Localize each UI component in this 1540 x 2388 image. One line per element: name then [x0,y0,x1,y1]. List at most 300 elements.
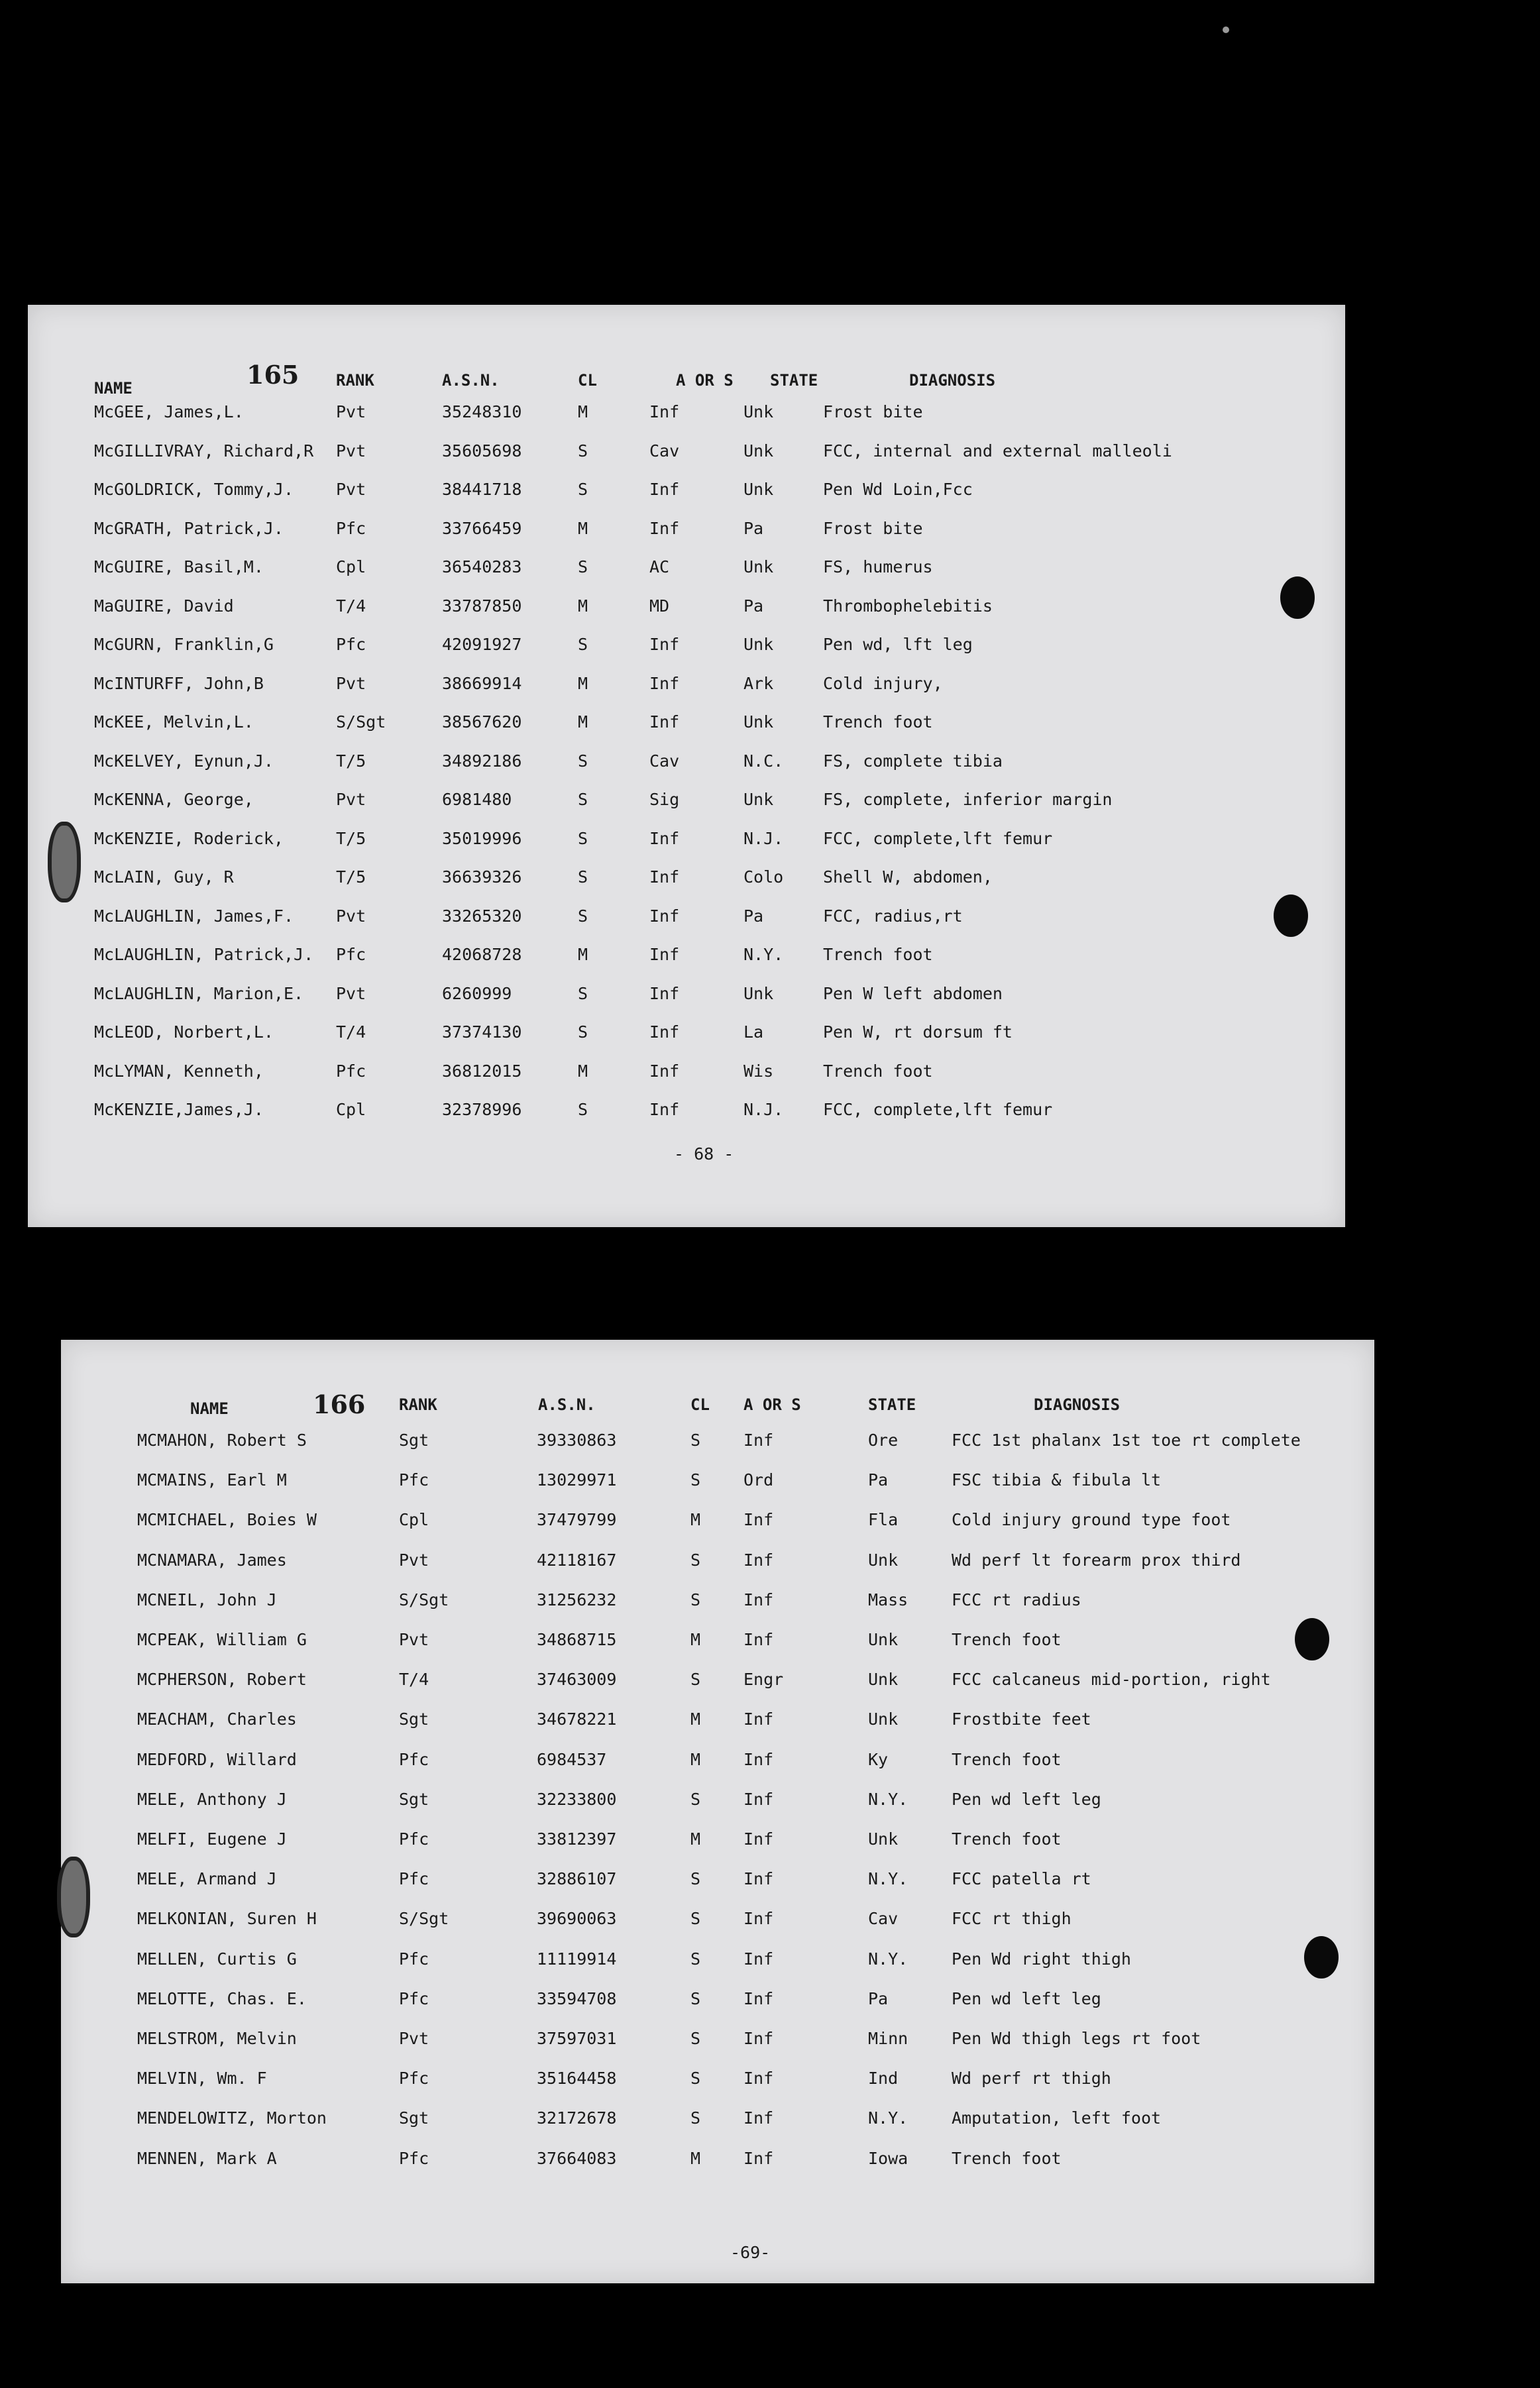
a-or-s-cell: Ord [743,1470,774,1490]
asn-cell: 35248310 [442,402,522,421]
cl-cell: S [690,2069,701,2089]
name-cell: MENDELOWITZ, Morton [137,2108,327,2128]
header-asn: A.S.N. [538,1395,596,1414]
state-cell: Unk [868,1710,899,1729]
punch-hole [1274,895,1308,937]
rank-cell: Cpl [399,1510,429,1530]
diagnosis-cell: Trench foot [952,2148,1062,2168]
table-row [28,629,1345,661]
table-row [28,513,1345,545]
a-or-s-cell: Inf [743,1710,774,1729]
a-or-s-cell: Inf [743,1949,774,1969]
cl-cell: S [578,828,588,848]
cl-cell: S [578,906,588,926]
diagnosis-cell: Trench foot [952,1749,1062,1769]
name-cell: McLAUGHLIN, Marion,E. [94,983,304,1003]
asn-cell: 37463009 [537,1670,617,1690]
asn-cell: 38669914 [442,673,522,693]
cl-cell: S [690,1909,701,1929]
table-row [61,1545,1374,1576]
state-cell: N.J. [743,828,784,848]
a-or-s-cell: Inf [743,1550,774,1570]
asn-cell: 31256232 [537,1590,617,1609]
cl-cell: S [690,1470,701,1490]
asn-cell: 34892186 [442,751,522,771]
a-or-s-cell: Inf [649,1061,680,1081]
asn-cell: 32378996 [442,1100,522,1119]
a-or-s-cell: Inf [649,945,680,964]
asn-cell: 33265320 [442,906,522,926]
a-or-s-cell: Engr [743,1670,784,1690]
table-row [61,1425,1374,1456]
state-cell: Unk [743,441,774,461]
a-or-s-cell: Cav [649,441,680,461]
a-or-s-cell: Inf [743,2069,774,2089]
a-or-s-cell: Sig [649,790,680,809]
a-or-s-cell: Inf [649,518,680,538]
table-row [61,1863,1374,1895]
cl-cell: S [690,1949,701,1969]
name-cell: McINTURFF, John,B [94,673,264,693]
header-name: NAME [190,1399,229,1418]
state-cell: Unk [868,1630,899,1649]
asn-cell: 33787850 [442,596,522,616]
asn-cell: 35164458 [537,2069,617,2089]
asn-cell: 35605698 [442,441,522,461]
diagnosis-cell: FCC, complete,lft femur [823,828,1053,848]
table-row [61,1943,1374,1975]
asn-cell: 32886107 [537,1869,617,1889]
asn-cell: 38441718 [442,480,522,499]
asn-cell: 34678221 [537,1710,617,1729]
name-cell: McGOLDRICK, Tommy,J. [94,480,294,499]
diagnosis-cell: Trench foot [823,712,933,732]
table-row [28,474,1345,506]
rank-cell: Pfc [399,1749,429,1769]
cl-cell: M [690,1829,701,1849]
name-cell: MCMICHAEL, Boies W [137,1510,317,1530]
dust-speck [1223,27,1229,33]
table-row [28,784,1345,816]
rank-cell: Sgt [399,1431,429,1450]
state-cell: N.Y. [743,945,784,964]
rank-cell: Pfc [336,518,366,538]
diagnosis-cell: Trench foot [952,1630,1062,1649]
rank-cell: Pfc [399,1829,429,1849]
asn-cell: 37479799 [537,1510,617,1530]
name-cell: MELVIN, Wm. F [137,2069,267,2089]
state-cell: Unk [868,1550,899,1570]
rank-cell: Pvt [336,402,366,421]
name-cell: MCMAINS, Earl M [137,1470,287,1490]
cl-cell: M [690,1510,701,1530]
a-or-s-cell: Inf [649,712,680,732]
asn-cell: 37374130 [442,1022,522,1042]
a-or-s-cell: Inf [743,1590,774,1609]
rank-cell: T/4 [336,1022,366,1042]
name-cell: McLEOD, Norbert,L. [94,1022,274,1042]
diagnosis-cell: Cold injury ground type foot [952,1510,1231,1530]
state-cell: Ark [743,673,774,693]
cl-cell: M [690,2148,701,2168]
name-cell: McGRATH, Patrick,J. [94,518,284,538]
name-cell: MCNEIL, John J [137,1590,277,1609]
table-row [61,2143,1374,2175]
state-cell: Ind [868,2069,899,2089]
cl-cell: S [690,2108,701,2128]
header-cl: CL [578,371,597,390]
a-or-s-cell: Inf [649,673,680,693]
a-or-s-cell: MD [649,596,670,616]
header-rank: RANK [399,1395,437,1414]
a-or-s-cell: Inf [743,1749,774,1769]
state-cell: Unk [743,402,774,421]
state-cell: Mass [868,1590,908,1609]
rank-cell: Pfc [336,635,366,654]
rank-cell: S/Sgt [336,712,386,732]
table-row [28,1094,1345,1126]
header-state: STATE [868,1395,916,1414]
rank-cell: Pvt [336,906,366,926]
asn-cell: 6981480 [442,790,512,809]
asn-cell: 42118167 [537,1550,617,1570]
a-or-s-cell: Inf [649,635,680,654]
name-cell: MCMAHON, Robert S [137,1431,307,1450]
state-cell: N.Y. [868,2108,908,2128]
rank-cell: Sgt [399,1710,429,1729]
rank-cell: Pvt [399,2029,429,2048]
name-cell: MELSTROM, Melvin [137,2029,297,2048]
header-a-or-s: A OR S [676,371,734,390]
rank-cell: Pvt [336,441,366,461]
table-row [61,1704,1374,1735]
diagnosis-cell: FCC rt thigh [952,1909,1072,1929]
state-cell: N.Y. [868,1949,908,1969]
cl-cell: S [578,751,588,771]
cl-cell: M [578,945,588,964]
name-cell: MELLEN, Curtis G [137,1949,297,1969]
state-cell: N.Y. [868,1789,908,1809]
cl-cell: S [578,983,588,1003]
name-cell: MCPHERSON, Robert [137,1670,307,1690]
a-or-s-cell: Inf [649,1100,680,1119]
cl-cell: S [690,1869,701,1889]
header-a-or-s: A OR S [743,1395,801,1414]
table-row [61,1983,1374,2015]
a-or-s-cell: Inf [743,2029,774,2048]
table-row [28,900,1345,932]
diagnosis-cell: FCC patella rt [952,1869,1091,1889]
cl-cell: S [690,1988,701,2008]
state-cell: Minn [868,2029,908,2048]
rank-cell: Pvt [336,673,366,693]
header-name: NAME [94,379,133,398]
rank-cell: Pfc [399,2148,429,2168]
a-or-s-cell: Inf [743,1988,774,2008]
table-row [61,1784,1374,1816]
state-cell: Pa [868,1470,889,1490]
asn-cell: 34868715 [537,1630,617,1649]
rank-cell: T/5 [336,828,366,848]
state-cell: Pa [743,596,764,616]
cl-cell: S [690,1550,701,1570]
header-state: STATE [770,371,818,390]
state-cell: N.J. [743,1100,784,1119]
diagnosis-cell: Pen wd left leg [952,1789,1101,1809]
name-cell: McLAIN, Guy, R [94,867,234,887]
state-cell: Unk [743,557,774,576]
cl-cell: S [690,1789,701,1809]
state-cell: Ore [868,1431,899,1450]
cl-cell: M [578,596,588,616]
name-cell: MCNAMARA, James [137,1550,287,1570]
a-or-s-cell: Inf [743,1431,774,1450]
rank-cell: Cpl [336,557,366,576]
name-cell: McKENZIE, Roderick, [94,828,284,848]
asn-cell: 6984537 [537,1749,607,1769]
name-cell: McLYMAN, Kenneth, [94,1061,264,1081]
diagnosis-cell: FS, complete tibia [823,751,1003,771]
name-cell: MEDFORD, Willard [137,1749,297,1769]
asn-cell: 36639326 [442,867,522,887]
table-row [28,861,1345,893]
table-row [61,1664,1374,1696]
cl-cell: S [578,1022,588,1042]
asn-cell: 11119914 [537,1949,617,1969]
a-or-s-cell: Inf [649,828,680,848]
a-or-s-cell: Cav [649,751,680,771]
diagnosis-cell: Frost bite [823,518,923,538]
cl-cell: S [578,790,588,809]
header-rank: RANK [336,371,374,390]
cl-cell: S [578,1100,588,1119]
a-or-s-cell: Inf [743,2148,774,2168]
name-cell: MELKONIAN, Suren H [137,1909,317,1929]
asn-cell: 38567620 [442,712,522,732]
cl-cell: M [690,1749,701,1769]
state-cell: Unk [743,712,774,732]
name-cell: MELFI, Eugene J [137,1829,287,1849]
table-row [61,1504,1374,1536]
a-or-s-cell: Inf [649,867,680,887]
state-cell: Unk [743,635,774,654]
asn-cell: 35019996 [442,828,522,848]
diagnosis-cell: Trench foot [823,1061,933,1081]
rank-cell: Cpl [336,1100,366,1119]
a-or-s-cell: Inf [743,2108,774,2128]
table-row [28,978,1345,1010]
name-cell: MELE, Anthony J [137,1789,287,1809]
name-cell: McKEE, Melvin,L. [94,712,254,732]
asn-cell: 39690063 [537,1909,617,1929]
state-cell: Ky [868,1749,889,1769]
diagnosis-cell: Pen W, rt dorsum ft [823,1022,1013,1042]
asn-cell: 37597031 [537,2029,617,2048]
table-row [28,706,1345,738]
diagnosis-cell: Thrombophelebitis [823,596,993,616]
state-cell: Unk [868,1829,899,1849]
cl-cell: M [690,1710,701,1729]
name-cell: MELE, Armand J [137,1869,277,1889]
cl-cell: S [578,867,588,887]
state-cell: Pa [743,518,764,538]
name-cell: McLAUGHLIN, Patrick,J. [94,945,314,964]
a-or-s-cell: Inf [649,983,680,1003]
staple-clip [48,822,81,902]
state-cell: Colo [743,867,784,887]
cl-cell: M [578,518,588,538]
state-cell: Cav [868,1909,899,1929]
diagnosis-cell: Pen wd, lft leg [823,635,973,654]
header-diagnosis: DIAGNOSIS [909,371,996,390]
punch-hole [1295,1618,1329,1660]
state-cell: Unk [743,480,774,499]
cl-cell: M [690,1630,701,1649]
table-row [61,2102,1374,2134]
diagnosis-cell: Pen wd left leg [952,1988,1101,2008]
cl-cell: S [690,1431,701,1450]
asn-cell: 13029971 [537,1470,617,1490]
diagnosis-cell: Pen Wd Loin,Fcc [823,480,973,499]
name-cell: MaGUIRE, David [94,596,234,616]
record-card-166 [61,1340,1374,2283]
diagnosis-cell: FCC 1st phalanx 1st toe rt complete [952,1431,1301,1450]
diagnosis-cell: Frost bite [823,402,923,421]
table-row [28,435,1345,467]
rank-cell: S/Sgt [399,1590,449,1609]
name-cell: MEACHAM, Charles [137,1710,297,1729]
rank-cell: Pvt [336,790,366,809]
table-header [28,360,1345,398]
state-cell: Unk [868,1670,899,1690]
table-row [61,1584,1374,1616]
asn-cell: 6260999 [442,983,512,1003]
state-cell: Pa [868,1988,889,2008]
diagnosis-cell: Cold injury, [823,673,943,693]
state-cell: Unk [743,983,774,1003]
table-row [61,1903,1374,1935]
diagnosis-cell: FCC, internal and external malleoli [823,441,1172,461]
cl-cell: S [578,557,588,576]
state-cell: Unk [743,790,774,809]
cl-cell: M [578,673,588,693]
punch-hole [1304,1936,1339,1979]
rank-cell: Pfc [399,1869,429,1889]
table-header [61,1389,1374,1421]
asn-cell: 33766459 [442,518,522,538]
asn-cell: 36540283 [442,557,522,576]
cl-cell: M [578,402,588,421]
diagnosis-cell: FCC, radius,rt [823,906,963,926]
a-or-s-cell: Inf [743,1510,774,1530]
name-cell: McGUIRE, Basil,M. [94,557,264,576]
state-cell: La [743,1022,764,1042]
a-or-s-cell: Inf [743,1869,774,1889]
page-footer: -69- [730,2243,771,2262]
asn-cell: 36812015 [442,1061,522,1081]
diagnosis-cell: FCC calcaneus mid-portion, right [952,1670,1271,1690]
table-row [61,1744,1374,1776]
table-row [28,939,1345,971]
name-cell: MCPEAK, William G [137,1630,307,1649]
rank-cell: T/5 [336,867,366,887]
cl-cell: S [578,480,588,499]
table-row [61,1624,1374,1656]
diagnosis-cell: Amputation, left foot [952,2108,1162,2128]
a-or-s-cell: AC [649,557,670,576]
rank-cell: Pvt [399,1550,429,1570]
cl-cell: S [578,635,588,654]
header-cl: CL [690,1395,710,1414]
state-cell: Iowa [868,2148,908,2168]
name-cell: MELOTTE, Chas. E. [137,1988,307,2008]
rank-cell: Pfc [399,1988,429,2008]
rank-cell: Pfc [336,945,366,964]
table-row [28,668,1345,700]
state-cell: Wis [743,1061,774,1081]
rank-cell: Pfc [399,1470,429,1490]
asn-cell: 32233800 [537,1789,617,1809]
a-or-s-cell: Inf [743,1829,774,1849]
record-card-165 [28,305,1345,1227]
table-row [28,1016,1345,1048]
page-number: 166 [313,1389,366,1419]
name-cell: McGEE, James,L. [94,402,244,421]
a-or-s-cell: Inf [649,480,680,499]
name-cell: McKENZIE,James,J. [94,1100,264,1119]
cl-cell: S [690,2029,701,2048]
rank-cell: S/Sgt [399,1909,449,1929]
diagnosis-cell: Pen W left abdomen [823,983,1003,1003]
diagnosis-cell: Trench foot [823,945,933,964]
table-row [61,2023,1374,2055]
rank-cell: Sgt [399,1789,429,1809]
a-or-s-cell: Inf [649,906,680,926]
a-or-s-cell: Inf [649,1022,680,1042]
asn-cell: 42068728 [442,945,522,964]
diagnosis-cell: Trench foot [952,1829,1062,1849]
state-cell: Pa [743,906,764,926]
punch-hole [1280,576,1315,619]
asn-cell: 42091927 [442,635,522,654]
asn-cell: 39330863 [537,1431,617,1450]
rank-cell: Pvt [399,1630,429,1649]
diagnosis-cell: Pen Wd right thigh [952,1949,1131,1969]
diagnosis-cell: FCC rt radius [952,1590,1081,1609]
rank-cell: Pfc [399,2069,429,2089]
name-cell: McKENNA, George, [94,790,254,809]
cl-cell: S [690,1590,701,1609]
a-or-s-cell: Inf [743,1909,774,1929]
table-row [28,1056,1345,1087]
rank-cell: Pvt [336,983,366,1003]
asn-cell: 37664083 [537,2148,617,2168]
diagnosis-cell: Shell W, abdomen, [823,867,993,887]
table-row [61,2063,1374,2094]
name-cell: McGILLIVRAY, Richard,R [94,441,314,461]
diagnosis-cell: Wd perf lt forearm prox third [952,1550,1241,1570]
name-cell: McGURN, Franklin,G [94,635,274,654]
header-diagnosis: DIAGNOSIS [1034,1395,1121,1414]
diagnosis-cell: Frostbite feet [952,1710,1091,1729]
rank-cell: Pfc [336,1061,366,1081]
table-row [28,551,1345,583]
cl-cell: S [690,1670,701,1690]
diagnosis-cell: FS, humerus [823,557,933,576]
rank-cell: T/4 [336,596,366,616]
table-row [28,745,1345,777]
table-row [28,590,1345,622]
